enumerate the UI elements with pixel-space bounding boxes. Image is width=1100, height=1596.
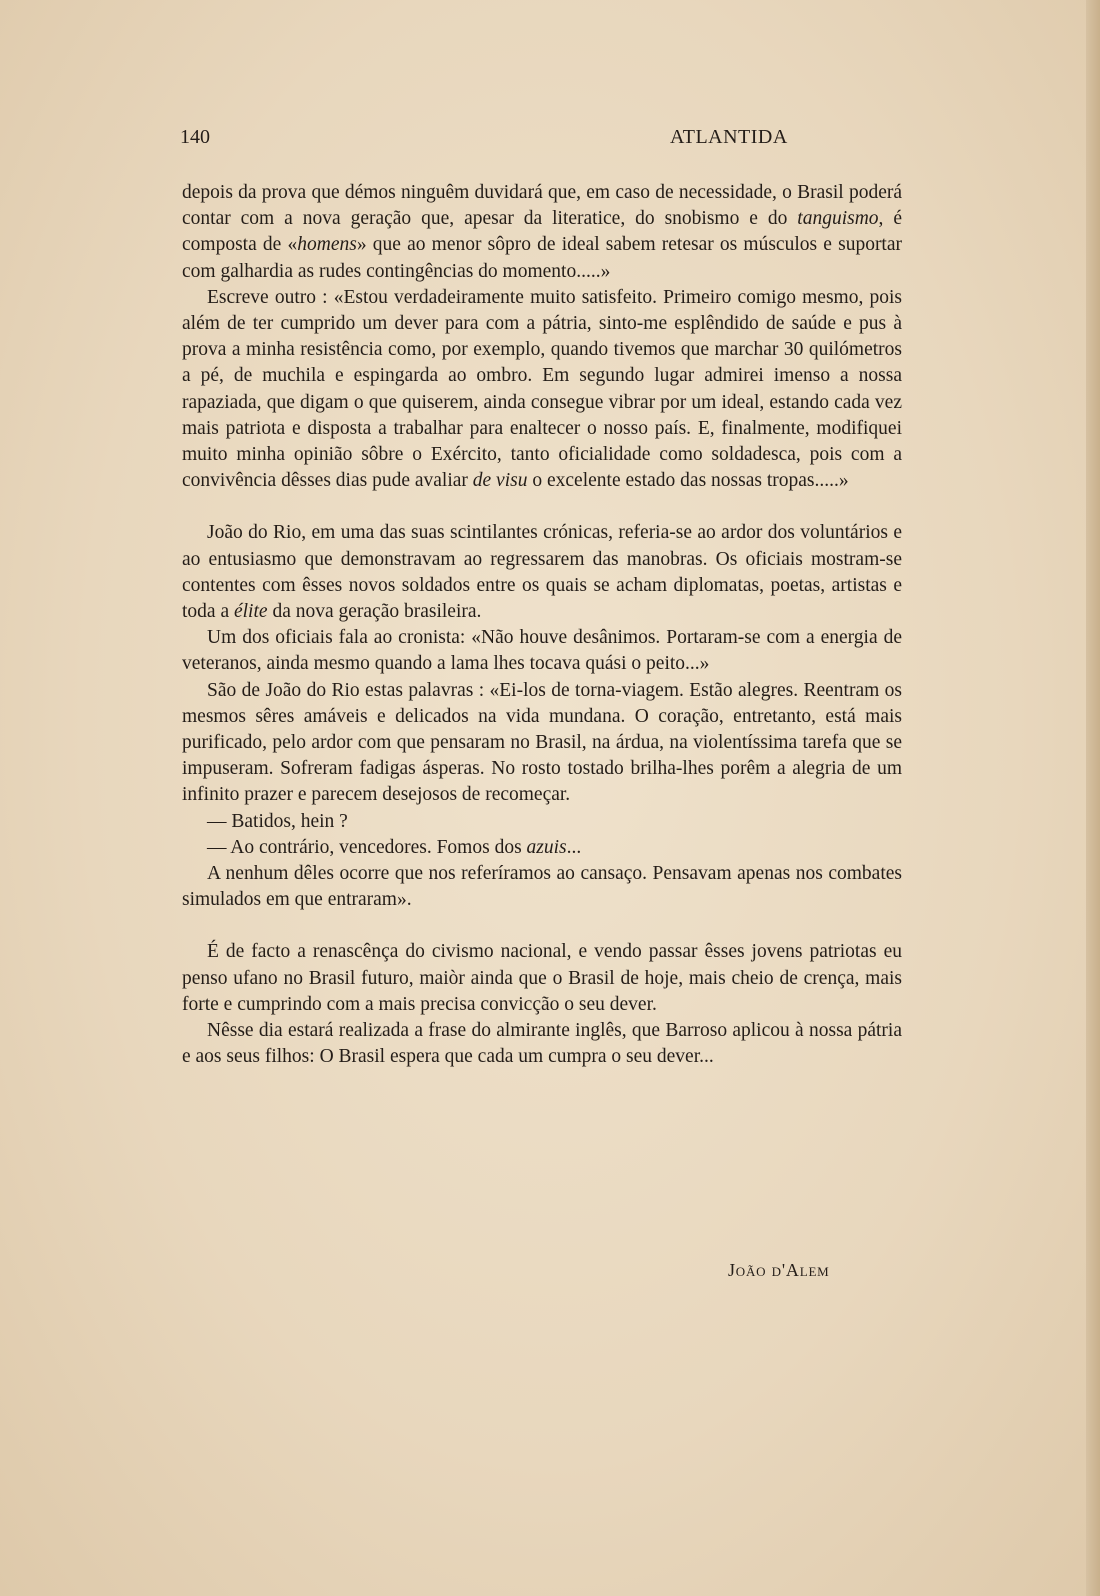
paragraph-1: depois da prova que démos ninguêm duvidará que, em caso de necessidade, o Brasil poderá contar com a nova geração que, apesar da literatice, do snobismo e do tanguismo, é composta de «homens» que ao menor sôpro de ideal sabem retesar os músculos e suportar com galhardia as rudes contingências do momento.....» (182, 182, 903, 282)
paragraph-7: É de facto a renascênça do civismo nacional, e vendo passar êsses jovens patriotas eu penso ufano no Brasil futuro, maiòr ainda que o Brasil de hoje, mais cheio de crença, mais forte e cumprindo com a mais precisa convicção o seu dever. (182, 941, 902, 1015)
page-header (180, 126, 900, 156)
page-edge (1086, 0, 1100, 1596)
dialog-line-2: — Ao contrário, vencedores. Fomos dos azuis... (207, 836, 582, 858)
italic-term: homens (297, 234, 357, 256)
running-title: ATLANTIDA (670, 126, 788, 148)
italic-term: azuis (526, 836, 567, 858)
paragraph-6: A nenhum dêles ocorre que nos referíramos ao cansaço. Pensavam apenas nos combates simulados em que entraram». (182, 863, 902, 911)
paragraph-8: Nêsse dia estará realizada a frase do almirante inglês, que Barroso aplicou à nossa pátria e aos seus filhos: O Brasil espera que cada um cumpra o seu dever... (182, 1020, 902, 1068)
paragraph-3: João do Rio, em uma das suas scintilantes crónicas, referia-se ao ardor dos voluntários e ao entusiasmo que demonstravam ao regressarem das manobras. Os oficiais mostram-se contentes com êsses novos soldados entre os quais se acham diplomatas, poetas, artistas e toda a élite da nova geração brasileira. (182, 522, 902, 623)
dialog-line-1: — Batidos, hein ? (207, 810, 348, 832)
author-signature: João d'Alem (728, 1260, 830, 1280)
italic-term: élite (233, 601, 268, 623)
italic-term: de visu (472, 470, 528, 492)
italic-term: tanguismo (797, 208, 879, 230)
page-number: 140 (180, 126, 210, 148)
paragraph-2: Escreve outro : «Estou verdadeiramente muito satisfeito. Primeiro comigo mesmo, pois além de ter cumprido um dever para com a pátria, sinto-me esplêndido de saúde e pus à prova a minha resistência como, por exemplo, quando tivemos que marchar 30 quilómetros a pé, de muchila e espingarda ao ombro. Em segundo lugar admirei imenso a nossa rapaziada, que digam o que quiserem, ainda consegue vibrar por um ideal, estando cada vez mais patriota e disposta a trabalhar para enaltecer o nosso país. E, finalmente, modifiquei muito minha opinião sôbre o Exército, tanto oficialidade como soldadesca, pois com a convivência dêsses dias pude avaliar de visu o excelente estado das nossas tropas.....» (182, 286, 902, 492)
article-body (182, 180, 902, 1071)
paragraph-4: Um dos oficiais fala ao cronista: «Não houve desânimos. Portaram-se com a energia de veteranos, ainda mesmo quando a lama lhes tocava quási o peito...» (182, 627, 902, 675)
paragraph-5: São de João do Rio estas palavras : «Ei-los de torna-viagem. Estão alegres. Reentram os mesmos sêres amáveis e delicados na vida mundana. O coração, entretanto, está mais purificado, pelo ardor com que pensaram no Brasil, na árdua, na violentíssima tarefa que se impuseram. Sofreram fadigas ásperas. No rosto tostado brilha-lhes porêm a alegria de um infinito prazer e parecem desejosos de recomeçar. (182, 679, 902, 806)
